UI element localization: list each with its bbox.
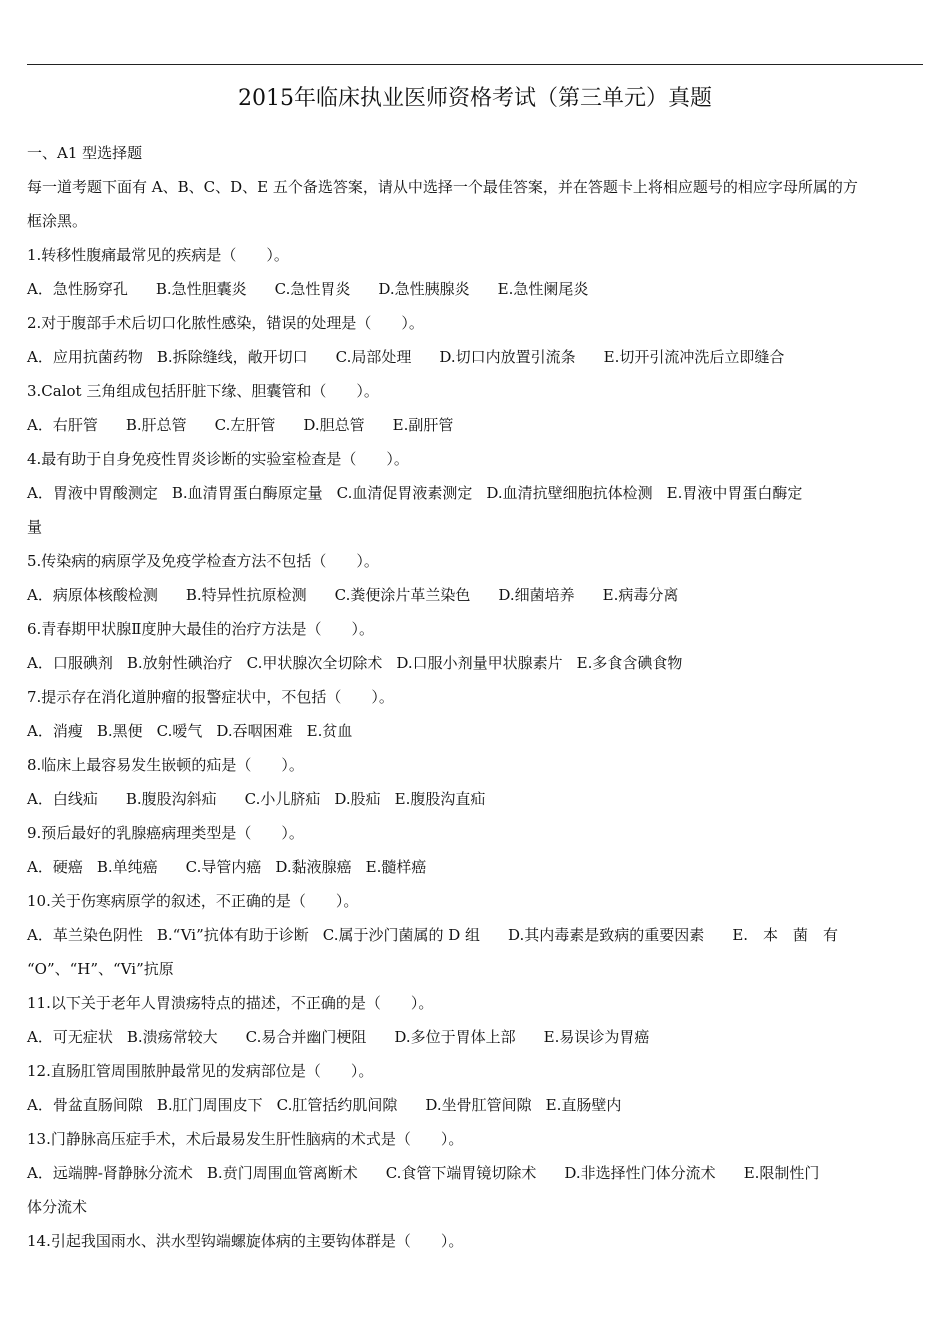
question-3-options: [27, 408, 927, 442]
option-c: C.血清促胃液素测定: [336, 484, 473, 502]
option-d: D.切口内放置引流条: [439, 348, 576, 366]
option-e: E.病毒分离: [602, 586, 679, 604]
question-13: 13.门静脉高压症手术，术后最易发生肝性脑病的术式是（ ）。: [27, 1130, 464, 1148]
question-11: 11.以下关于老年人胃溃疡特点的描述，不正确的是（ ）。: [27, 994, 434, 1012]
question-1: 1.转移性腹痛最常见的疾病是（ ）。: [27, 246, 289, 264]
option-c: C.粪便涂片革兰染色: [334, 586, 471, 604]
option-a: A．白线疝: [27, 790, 98, 808]
option-d: D.其内毒素是致病的重要因素: [508, 926, 705, 944]
question-2-options: [27, 340, 927, 374]
question-7: 7.提示存在消化道肿瘤的报警症状中，不包括（ ）。: [27, 688, 394, 706]
option-a: A．骨盆直肠间隙: [27, 1096, 143, 1114]
section-heading: 一、A1 型选择题: [27, 144, 143, 162]
option-a: A．右肝管: [27, 416, 98, 434]
option-a: A．消瘦: [27, 722, 83, 740]
option-b: B.“Vi”抗体有助于诊断: [156, 926, 309, 944]
option-c: C.导管内癌: [185, 858, 262, 876]
option-a: A．远端脾-肾静脉分流术: [27, 1164, 193, 1182]
instructions-line-2: 框涂黑。: [27, 212, 88, 230]
option-e: E.副肝管: [392, 416, 454, 434]
option-d: D.非选择性门体分流术: [564, 1164, 716, 1182]
option-e: E.腹股沟直疝: [394, 790, 486, 808]
question-12-options: [27, 1088, 927, 1122]
question-2: 2.对于腹部手术后切口化脓性感染，错误的处理是（ ）。: [27, 314, 424, 332]
question-6: 6.青春期甲状腺Ⅱ度肿大最佳的治疗方法是（ ）。: [27, 620, 375, 638]
option-d: D.口服小剂量甲状腺素片: [396, 654, 563, 672]
option-d: D.血清抗壁细胞抗体检测: [486, 484, 653, 502]
option-e: E.多食含碘食物: [576, 654, 683, 672]
question-3: 3.Calot 三角组成包括肝脏下缘、胆囊管和（ ）。: [27, 382, 379, 400]
option-d: D.多位于胃体上部: [394, 1028, 516, 1046]
option-c: C.嗳气: [156, 722, 203, 740]
question-8: 8.临床上最容易发生嵌顿的疝是（ ）。: [27, 756, 304, 774]
option-c: C.肛管括约肌间隙: [276, 1096, 398, 1114]
option-b: B.黑便: [96, 722, 143, 740]
option-e: E.易误诊为胃癌: [543, 1028, 650, 1046]
option-e: E.切开引流冲洗后立即缝合: [603, 348, 785, 366]
option-b: B.肝总管: [125, 416, 187, 434]
option-b: B.特异性抗原检测: [185, 586, 307, 604]
question-5: 5.传染病的病原学及免疫学检查方法不包括（ ）。: [27, 552, 379, 570]
question-7-options: [27, 714, 927, 748]
option-e: E.贫血: [306, 722, 353, 740]
option-a: A．口服碘剂: [27, 654, 113, 672]
question-13-option-continuation: 体分流术: [27, 1198, 88, 1216]
option-d: D.坐骨肛管间隙: [425, 1096, 532, 1114]
option-b: B.单纯癌: [96, 858, 158, 876]
option-d: D.股疝: [334, 790, 381, 808]
question-10-option-continuation: “O”、“H”、“Vi”抗原: [27, 960, 174, 978]
option-a: A．病原体核酸检测: [27, 586, 158, 604]
header-rule: [27, 64, 923, 65]
option-b: B.拆除缝线，敞开切口: [156, 348, 308, 366]
option-b: B.腹股沟斜疝: [125, 790, 217, 808]
option-c: C.食管下端胃镜切除术: [385, 1164, 537, 1182]
question-8-options: [27, 782, 927, 816]
option-d: D.黏液腺癌: [275, 858, 352, 876]
option-e: E.急性阑尾炎: [497, 280, 589, 298]
option-b: B.血清胃蛋白酶原定量: [171, 484, 323, 502]
option-c: C.左肝管: [214, 416, 276, 434]
question-10-options: [27, 918, 927, 952]
option-a: A．应用抗菌药物: [27, 348, 143, 366]
option-d: D.急性胰腺炎: [378, 280, 470, 298]
option-d: D.细菌培养: [498, 586, 575, 604]
instructions-line-1: 每一道考题下面有 A、B、C、D、E 五个备选答案，请从中选择一个最佳答案，并在答题卡上将相应题号的相应字母所属的方: [27, 178, 858, 196]
document-body: [27, 136, 927, 1258]
question-1-options: [27, 272, 927, 306]
question-10: 10.关于伤寒病原学的叙述，不正确的是（ ）。: [27, 892, 359, 910]
option-a: A．革兰染色阴性: [27, 926, 143, 944]
question-12: 12.直肠肛管周围脓肿最常见的发病部位是（ ）。: [27, 1062, 374, 1080]
question-5-options: [27, 578, 927, 612]
question-4: 4.最有助于自身免疫性胃炎诊断的实验室检查是（ ）。: [27, 450, 409, 468]
question-14: 14.引起我国雨水、洪水型钩端螺旋体病的主要钩体群是（ ）。: [27, 1232, 464, 1250]
option-b: B.放射性碘治疗: [126, 654, 233, 672]
question-11-options: [27, 1020, 927, 1054]
option-e: E.胃液中胃蛋白酶定: [666, 484, 803, 502]
option-e: E.髓样癌: [365, 858, 427, 876]
option-a: A．胃液中胃酸测定: [27, 484, 158, 502]
option-c: C.易合并幽门梗阻: [245, 1028, 367, 1046]
option-b: B.肛门周围皮下: [156, 1096, 263, 1114]
option-c: C.急性胃炎: [274, 280, 351, 298]
option-e: E.直肠壁内: [545, 1096, 622, 1114]
question-9-options: [27, 850, 927, 884]
option-c: C.局部处理: [335, 348, 412, 366]
question-6-options: [27, 646, 927, 680]
option-b: B.贲门周围血管离断术: [206, 1164, 358, 1182]
option-c: C.小儿脐疝: [244, 790, 321, 808]
option-d: D.胆总管: [303, 416, 365, 434]
option-a: A．硬癌: [27, 858, 83, 876]
option-a: A．可无症状: [27, 1028, 113, 1046]
option-c: C.属于沙门菌属的 D 组: [322, 926, 481, 944]
option-b: B.急性胆囊炎: [155, 280, 247, 298]
option-d: D.吞咽困难: [216, 722, 293, 740]
question-13-options: [27, 1156, 927, 1190]
option-e: E.限制性门: [743, 1164, 820, 1182]
option-b: B.溃疡常较大: [126, 1028, 218, 1046]
option-a: A．急性肠穿孔: [27, 280, 128, 298]
page-title: 2015年临床执业医师资格考试（第三单元）真题: [238, 86, 712, 111]
question-4-options: [27, 476, 927, 510]
question-4-option-continuation: 量: [27, 518, 43, 536]
option-e: E. 本 菌 有: [732, 926, 839, 944]
option-c: C.甲状腺次全切除术: [246, 654, 383, 672]
question-9: 9.预后最好的乳腺癌病理类型是（ ）。: [27, 824, 304, 842]
